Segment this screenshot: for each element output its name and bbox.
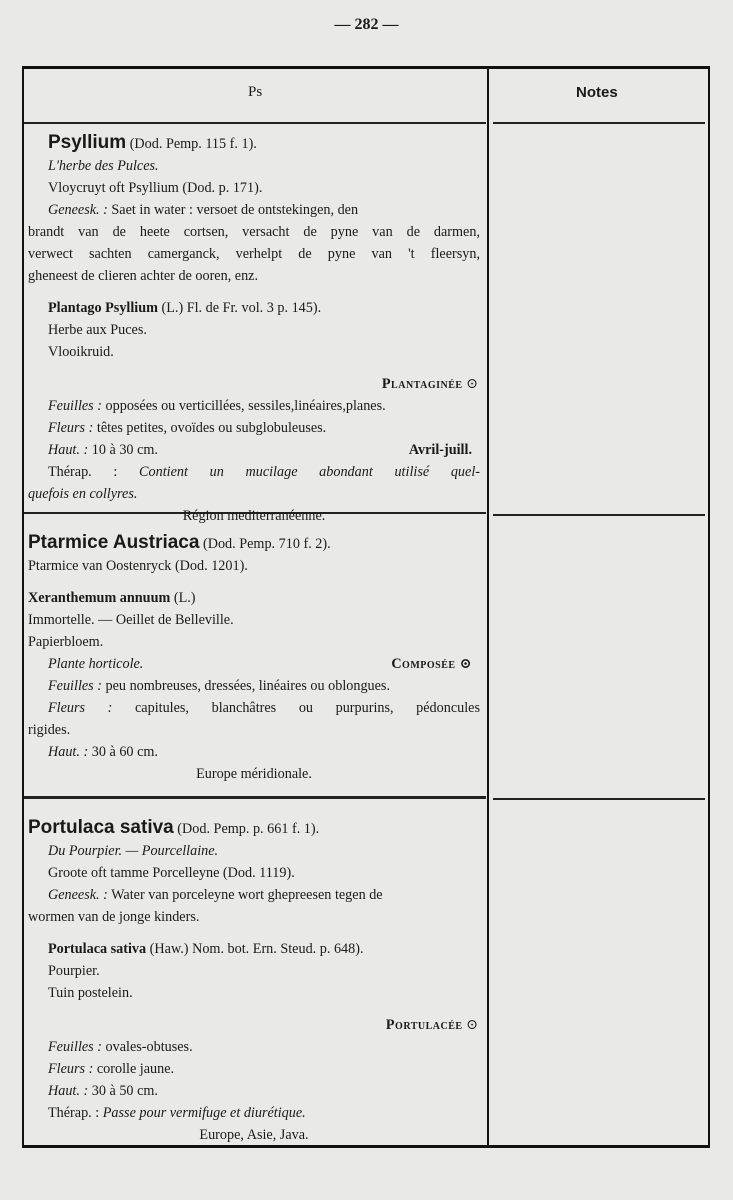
text-segment: Saet in water : versoet de ontstekingen, den <box>107 202 359 218</box>
text-segment: Région mediterranéenne. <box>182 508 326 524</box>
text-segment: (L.) Fl. de Fr. vol. 3 p. 145). <box>157 300 322 316</box>
text-segment: Water van porceleyne wort ghepreesen tegen de <box>107 887 383 903</box>
text-segment: Groote oft tamme Porcelleyne (Dod. 1119). <box>48 865 295 881</box>
text-line <box>28 587 480 609</box>
notes-rule <box>493 514 705 516</box>
text-line <box>28 982 480 1004</box>
text-segment: (Dod. Pemp. p. 661 f. 1). <box>173 821 320 837</box>
text-segment: Plantago Psyllium <box>48 300 158 316</box>
text-line <box>28 395 480 417</box>
text-segment: capitules, blanchâtres ou purpurins, pédoncules <box>112 700 480 716</box>
text-line <box>28 221 480 243</box>
text-line <box>28 741 480 763</box>
text-line <box>28 906 480 928</box>
text-line <box>28 697 480 719</box>
text-line <box>28 719 480 741</box>
text-segment: Haut. : <box>48 442 89 458</box>
text-segment: verwect sachten camerganck, verhelpt de pyne van 't fleersyn, <box>28 246 480 262</box>
text-segment: 10 à 30 cm. <box>88 442 158 458</box>
text-line <box>28 840 480 862</box>
text-line <box>28 555 480 577</box>
page-number: — 282 — <box>334 16 399 33</box>
text-segment: (L.) <box>170 590 196 606</box>
text-line <box>28 1124 480 1146</box>
text-segment: gheneest de clieren achter de ooren, enz. <box>28 268 259 284</box>
text-segment: L'herbe des Pulces. <box>48 158 159 174</box>
text-segment: Thérap. : <box>48 1105 100 1121</box>
text-line <box>28 763 480 785</box>
text-segment: Avril-juill. <box>408 442 472 458</box>
column-header-notes: Notes <box>576 84 618 101</box>
entry-title: Ptarmice Austriaca <box>28 532 200 553</box>
text-line <box>28 653 480 675</box>
text-line <box>28 439 480 461</box>
text-segment: Geneesk. : <box>48 887 108 903</box>
text-line <box>28 199 480 221</box>
text-line <box>28 631 480 653</box>
text-segment: Pourpier. <box>48 963 100 979</box>
text-segment: ovales-obtuses. <box>101 1039 193 1055</box>
text-segment: (Haw.) Nom. bot. Ern. Steud. p. 648). <box>146 941 364 957</box>
text-segment: peu nombreuses, dressées, linéaires ou oblongues. <box>101 678 391 694</box>
text-segment: opposées ou verticillées, sessiles,linéaires,planes. <box>101 398 386 414</box>
text-segment: (Dod. Pemp. 710 f. 2). <box>199 536 331 552</box>
text-segment: Fleurs : <box>48 1061 94 1077</box>
text-segment: Fleurs : <box>48 420 94 436</box>
text-segment: Passe pour vermifuge et diurétique. <box>99 1105 306 1121</box>
text-line <box>28 817 480 840</box>
text-line <box>28 243 480 265</box>
text-segment: Ptarmice van Oostenryck (Dod. 1201). <box>28 558 248 574</box>
text-line <box>28 1036 480 1058</box>
text-line <box>28 265 480 287</box>
text-segment: (Dod. Pemp. 115 f. 1). <box>126 136 257 152</box>
text-line <box>28 675 480 697</box>
line-left <box>48 653 143 675</box>
column-divider <box>487 68 489 1146</box>
column-header-main: Ps <box>248 84 263 100</box>
text-line <box>28 297 480 319</box>
text-segment: têtes petites, ovoïdes ou subglobuleuses. <box>93 420 327 436</box>
text-line <box>28 1102 480 1124</box>
text-line <box>28 960 480 982</box>
text-segment: ⊙ <box>462 376 478 392</box>
entry-portulaca-sativa <box>28 817 480 1146</box>
text-line <box>28 505 480 527</box>
text-segment: ⊙ <box>462 1017 478 1033</box>
text-line <box>28 341 480 363</box>
line-left <box>48 439 158 461</box>
entry-title: Portulaca sativa <box>28 817 174 838</box>
text-segment: Vlooikruid. <box>48 344 114 360</box>
text-segment: Fleurs : <box>48 700 113 716</box>
text-segment: quefois en collyres. <box>28 486 138 502</box>
text-segment: Feuilles : <box>48 678 102 694</box>
text-line <box>28 319 480 341</box>
text-line <box>28 177 480 199</box>
text-segment: Immortelle. — Oeillet de Belleville. <box>28 612 234 628</box>
text-segment: Thérap. : <box>48 464 118 480</box>
text-line <box>28 1058 480 1080</box>
text-line <box>28 884 480 906</box>
header-rule-main <box>24 122 486 124</box>
text-line <box>28 155 480 177</box>
entry-ptarmice-austriaca <box>28 532 480 785</box>
text-segment: Geneesk. : <box>48 202 108 218</box>
text-segment: wormen van de jonge kinders. <box>28 909 200 925</box>
text-segment: Herbe aux Puces. <box>48 322 147 338</box>
text-line <box>28 483 480 505</box>
text-segment: Du Pourpier. — Pourcellaine. <box>48 843 219 859</box>
text-line <box>28 373 480 395</box>
text-line <box>28 532 480 555</box>
text-line <box>28 461 480 483</box>
text-segment: Haut. : <box>48 1083 89 1099</box>
text-line <box>28 1014 480 1036</box>
text-segment: Papierbloem. <box>28 634 104 650</box>
text-segment: Contient un mucilage abondant utilisé quel- <box>117 464 480 480</box>
text-segment: Vloycruyt oft Psyllium (Dod. p. 171). <box>48 180 263 196</box>
text-segment: Europe, Asie, Java. <box>199 1127 309 1143</box>
text-segment: Plantaginée <box>381 376 463 392</box>
notes-rule <box>493 798 705 800</box>
text-line <box>28 862 480 884</box>
text-segment: Xeranthemum annuum <box>28 590 171 606</box>
section-rule <box>24 796 486 799</box>
text-segment: 30 à 50 cm. <box>88 1083 158 1099</box>
text-segment: Portulaca sativa <box>48 941 147 957</box>
text-segment: corolle jaune. <box>93 1061 175 1077</box>
text-line <box>28 132 480 155</box>
text-line <box>28 1080 480 1102</box>
text-segment: brandt van de heete cortsen, versacht de pyne van de darmen, <box>28 224 480 240</box>
text-segment: 30 à 60 cm. <box>88 744 158 760</box>
text-segment: Tuin postelein. <box>48 985 133 1001</box>
entry-title: Psyllium <box>48 132 127 153</box>
text-line <box>28 417 480 439</box>
text-line <box>28 609 480 631</box>
text-segment: Composée ⊙ <box>391 656 472 672</box>
text-segment: Plante horticole. <box>48 656 144 672</box>
text-segment: Europe méridionale. <box>196 766 312 782</box>
text-line <box>28 938 480 960</box>
text-segment: rigides. <box>28 722 71 738</box>
text-segment: Haut. : <box>48 744 89 760</box>
text-segment: Feuilles : <box>48 398 102 414</box>
text-segment: Portulacée <box>385 1017 463 1033</box>
header-rule-notes <box>493 122 705 124</box>
text-segment: Feuilles : <box>48 1039 102 1055</box>
entry-psyllium <box>28 132 480 527</box>
